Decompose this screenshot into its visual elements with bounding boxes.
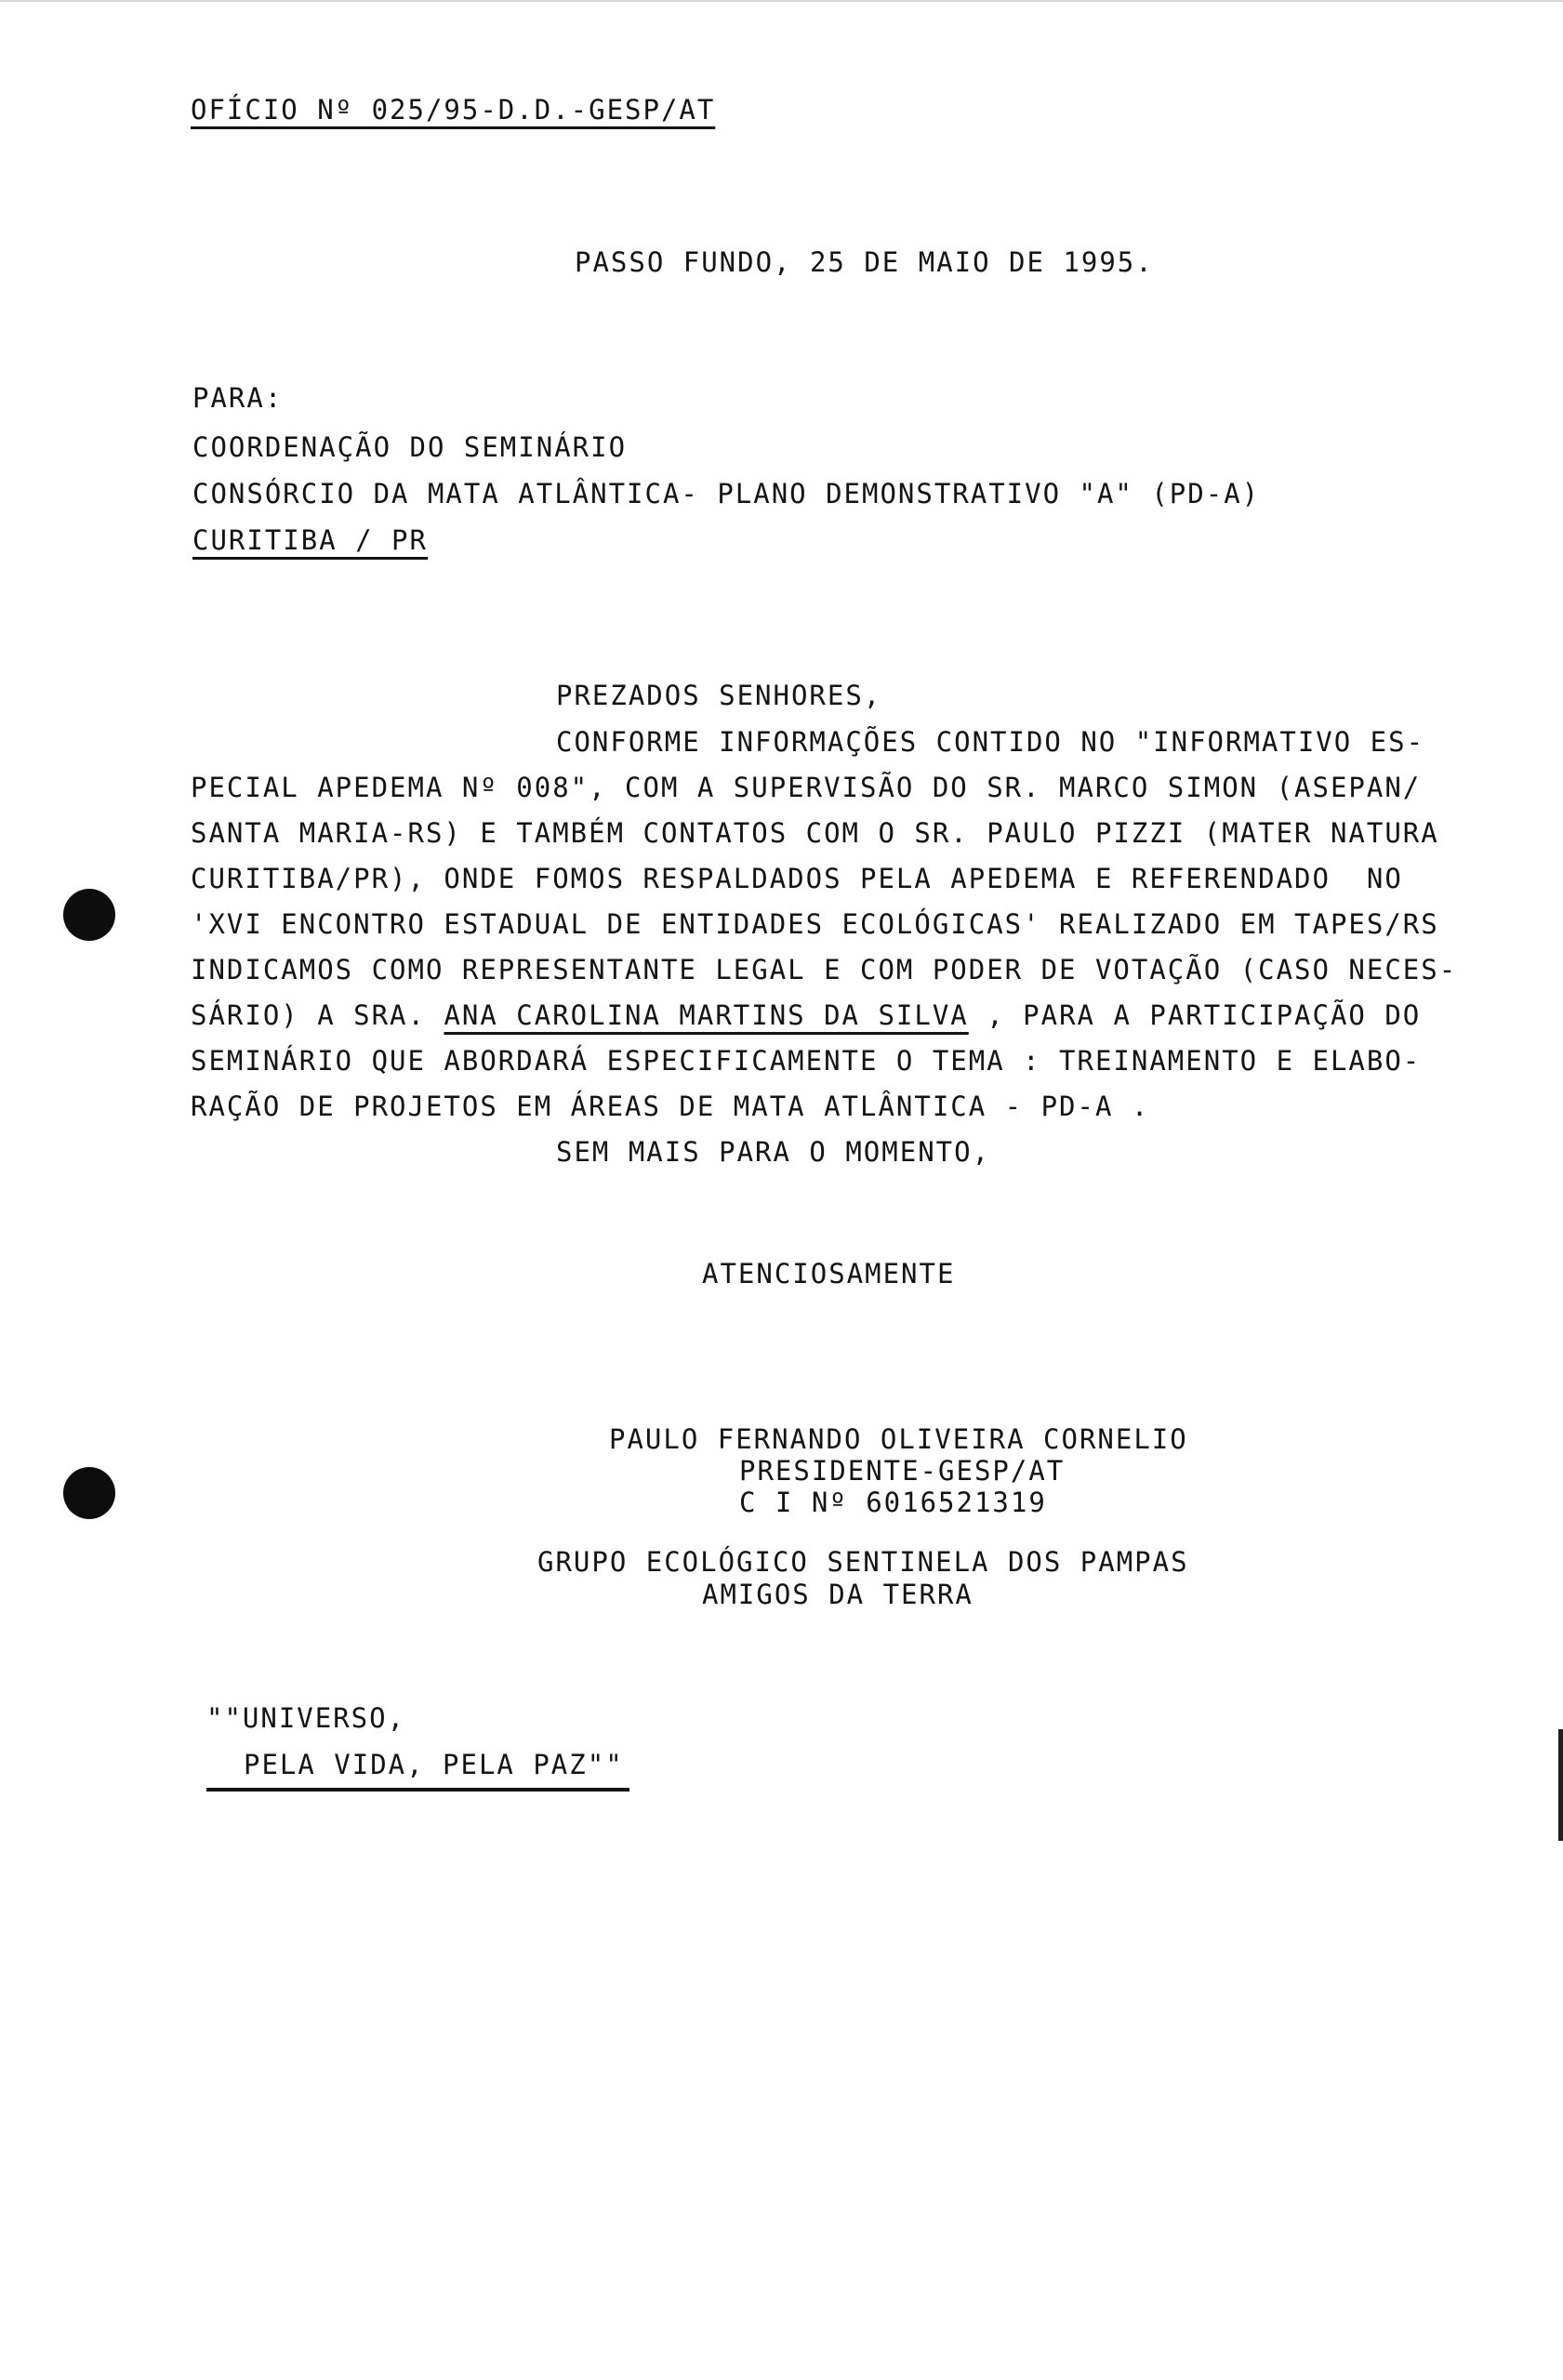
- body-line-9: RAÇÃO DE PROJETOS EM ÁREAS DE MATA ATLÂNTICA - PD-A .: [191, 1091, 1150, 1122]
- body-line-2: PECIAL APEDEMA Nº 008", COM A SUPERVISÃO DO SR. MARCO SIMON (ASEPAN/: [191, 772, 1422, 803]
- regards: ATENCIOSAMENTE: [702, 1258, 956, 1289]
- punch-hole-top: [63, 889, 115, 941]
- signatory-title: PRESIDENTE-GESP/AT: [739, 1455, 1066, 1487]
- scan-right-edge: [1558, 1729, 1563, 1841]
- punch-hole-bottom: [63, 1467, 115, 1519]
- signatory-id: C I Nº 6016521319: [739, 1487, 1047, 1518]
- reference-number: OFÍCIO Nº 025/95-D.D.-GESP/AT: [191, 94, 716, 126]
- body-line-7-end: , PARA A PARTICIPAÇÃO DO: [968, 999, 1422, 1031]
- scan-top-edge: [0, 0, 1563, 11]
- recipient-line-2: CONSÓRCIO DA MATA ATLÂNTICA- PLANO DEMONSTRATIVO "A" (PD-A): [192, 478, 1261, 509]
- salutation: PREZADOS SENHORES,: [556, 680, 882, 711]
- organization-subtitle: AMIGOS DA TERRA: [702, 1579, 974, 1610]
- recipient-label: PARA:: [192, 382, 284, 414]
- body-line-6: INDICAMOS COMO REPRESENTANTE LEGAL E COM PODER DE VOTAÇÃO (CASO NECES-: [191, 954, 1458, 985]
- representative-name: ANA CAROLINA MARTINS DA SILVA: [444, 999, 969, 1031]
- body-line-1: CONFORME INFORMAÇÕES CONTIDO NO "INFORMATIVO ES-: [556, 726, 1425, 758]
- closing-line: SEM MAIS PARA O MOMENTO,: [556, 1136, 991, 1168]
- body-line-3: SANTA MARIA-RS) E TAMBÉM CONTATOS COM O SR. PAULO PIZZI (MATER NATURA: [191, 817, 1439, 849]
- body-line-7-start: SÁRIO) A SRA.: [191, 999, 444, 1031]
- body-line-5: 'XVI ENCONTRO ESTADUAL DE ENTIDADES ECOLÓGICAS' REALIZADO EM TAPES/RS: [191, 908, 1439, 940]
- recipient-line-1: COORDENAÇÃO DO SEMINÁRIO: [192, 431, 628, 463]
- motto-line-2: PELA VIDA, PELA PAZ"": [244, 1749, 624, 1780]
- body-line-4: CURITIBA/PR), ONDE FOMOS RESPALDADOS PELA APEDEMA E REFERENDADO NO: [191, 863, 1403, 894]
- motto-line-1: ""UNIVERSO,: [206, 1702, 406, 1734]
- motto-underline: [206, 1788, 629, 1792]
- signatory-name: PAULO FERNANDO OLIVEIRA CORNELIO: [609, 1423, 1188, 1455]
- body-line-7: [191, 998, 1421, 1032]
- organization-name: GRUPO ECOLÓGICO SENTINELA DOS PAMPAS: [537, 1546, 1189, 1578]
- recipient-city: CURITIBA / PR: [192, 524, 428, 556]
- place-date: PASSO FUNDO, 25 DE MAIO DE 1995.: [575, 246, 1154, 278]
- body-line-8: SEMINÁRIO QUE ABORDARÁ ESPECIFICAMENTE O TEMA : TREINAMENTO E ELABO-: [191, 1045, 1422, 1077]
